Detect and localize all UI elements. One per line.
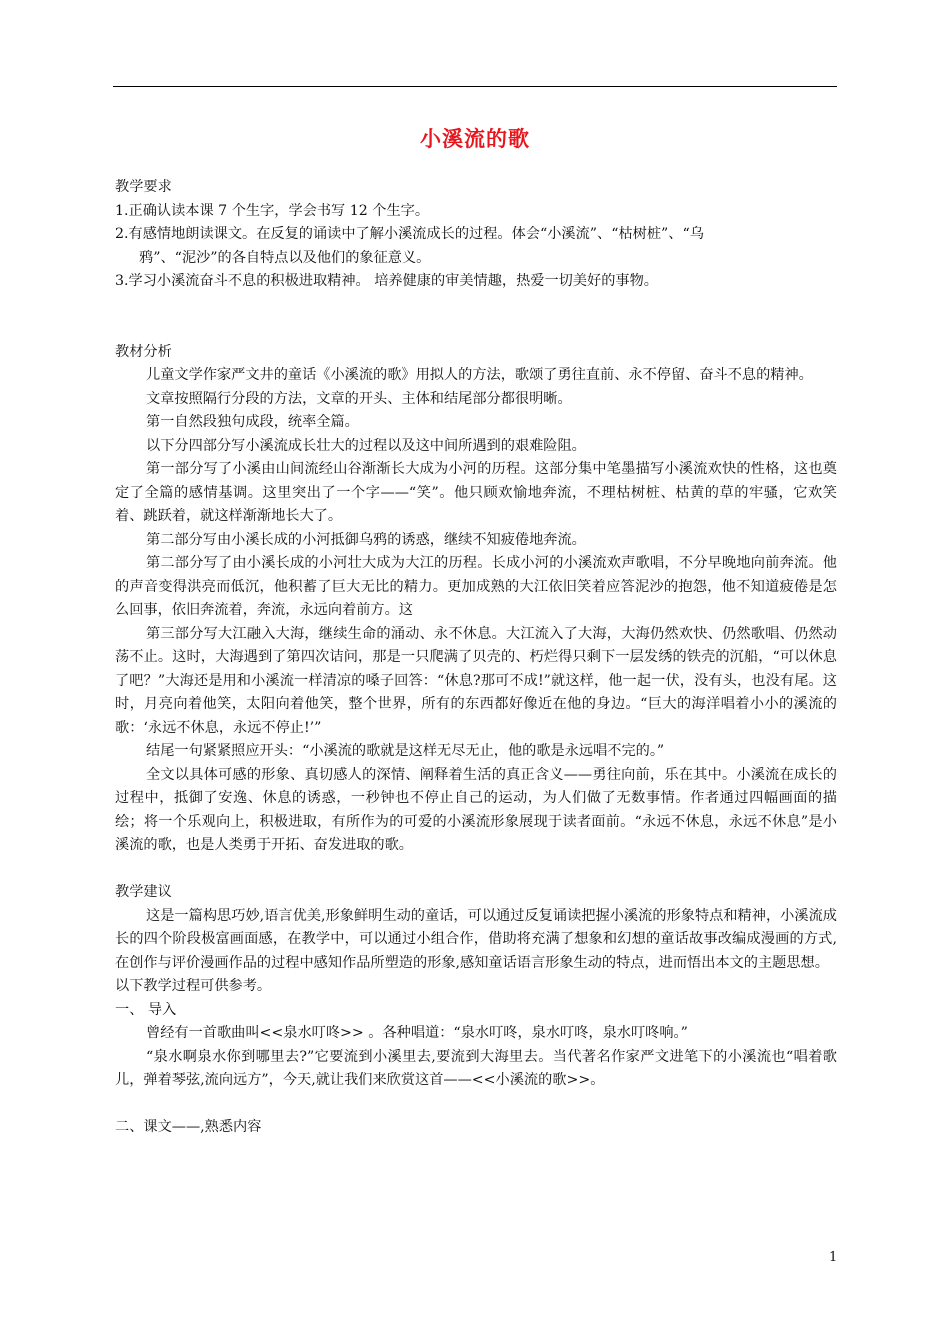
- analysis-heading: 教材分析: [115, 343, 172, 360]
- analysis-paragraph: 结尾一句紧紧照应开头：“小溪流的歌就是这样无尽无止，他的歌是永远唱不完的。”: [146, 743, 665, 759]
- step-heading: 二、课文——,熟悉内容: [115, 1119, 262, 1135]
- analysis-paragraph: 第一自然段独句成段，统率全篇。: [146, 414, 359, 430]
- analysis-paragraph: 以下分四部分写小溪流成长壮大的过程以及这中间所遇到的艰难险阻。: [146, 437, 586, 454]
- step-heading: 一、 导入: [115, 1001, 177, 1018]
- analysis-paragraph: 第一部分写了小溪由山间流经山谷渐渐长大成为小河的历程。这部分集中笔墨描写小溪流欢快的性格，这也奠定了全篇的感情基调。这里突出了一个字——“笑”。他只顾欢愉地奔流，不理枯树桩、枯黄的草的牢骚，它欢笑着、跳跃着，就这样渐渐地长大了。: [115, 461, 837, 524]
- suggestions-heading: 教学建议: [115, 884, 172, 900]
- document-body: [115, 176, 837, 1140]
- header-rule: [113, 86, 837, 87]
- requirement-item: 1.正确认读本课 7 个生字，学会书写 12 个生字。: [115, 202, 430, 219]
- analysis-paragraph: 第二部分写了由小溪长成的小河壮大成为大江的历程。长成小河的小溪流欢声歌唱，不分早晚地向前奔流。他的声音变得洪亮而低沉，他积蓄了巨大无比的精力。更加成熟的大江依旧笑着应答泥沙的抱怨，他不知道疲倦是怎么回事，依旧奔流着，奔流，永远向着前方。这: [115, 555, 837, 618]
- requirement-item-continued: 鸦”、“泥沙”的各自特点以及他们的象征意义。: [139, 249, 431, 266]
- analysis-paragraph: 文章按照隔行分段的方法，文章的开头、主体和结尾部分都很明晰。: [146, 390, 572, 407]
- analysis-paragraph: 第二部分写由小溪长成的小河抵御乌鸦的诱惑，继续不知疲倦地奔流。: [146, 531, 586, 548]
- requirement-item: 2.有感情地朗读课文。在反复的诵读中了解小溪流成长的过程。体会“小溪流”、“枯树桩”、“乌: [115, 226, 704, 242]
- analysis-paragraph: 第三部分写大江融入大海，继续生命的涌动、永不休息。大江流入了大海，大海仍然欢快、仍然歌唱、仍然动荡不止。这时，大海遇到了第四次诘问，那是一只爬满了贝壳的、朽烂得只剩下一层发绣的铁壳的沉船，“可以休息了吧？”大海还是用和小溪流一样清凉的嗓子回答：“休息?那可不成!”就这样，他一起一伏，没有头，也没有尾。这时，月亮向着他笑，太阳向着他笑，整个世界，所有的东西都好像近在他的身边。“巨大的海洋唱着小小的溪流的歌：‘永远不休息，永远不停止!’”: [115, 625, 837, 736]
- analysis-paragraph: 全文以具体可感的形象、真切感人的深情、阐释着生活的真正含义——勇往向前，乐在其中。小溪流在成长的过程中，抵御了安逸、休息的诱惑，一秒钟也不停止自己的运动，为人们做了无数事情。作者通过四幅画面的描绘；将一个乐观向上，积极进取，有所作为的可爱的小溪流形象展现于读者面前。“永远不休息，永远不休息”是小溪流的歌，也是人类勇于开拓、奋发进取的歌。: [115, 766, 837, 853]
- suggestion-paragraph: 这是一篇构思巧妙,语言优美,形象鲜明生动的童话，可以通过反复诵读把握小溪流的形象特点和精神，小溪流成长的四个阶段极富画面感，在教学中，可以通过小组合作，借助将充满了想象和幻想的童话故事改编成漫画的方式,在创作与评价漫画作品的过程中感知作品所塑造的形象,感知童话语言形象生动的特点，进而悟出本文的主题思想。: [115, 907, 837, 971]
- analysis-paragraph: 儿童文学作家严文井的童话《小溪流的歌》用拟人的方法，歌颂了勇往直前、永不停留、奋斗不息的精神。: [146, 367, 813, 383]
- requirement-item: 3.学习小溪流奋斗不息的积极进取精神。 培养健康的审美情趣，热爱一切美好的事物。: [115, 273, 658, 289]
- intro-paragraph: 曾经有一首歌曲叫<<泉水叮咚>> 。各种唱道：“泉水叮咚，泉水叮咚，泉水叮咚响。”: [146, 1025, 688, 1041]
- suggestion-paragraph: 以下教学过程可供参考。: [115, 978, 272, 994]
- page-number: 1: [829, 1250, 838, 1265]
- requirements-heading: 教学要求: [115, 179, 172, 195]
- intro-paragraph: “泉水啊泉水你到哪里去?”它要流到小溪里去,要流到大海里去。当代著名作家严文进笔下的小溪流也“唱着歌儿，弹着琴弦,流向远方”，今天,就让我们来欣赏这首——<<小溪流的歌>>。: [115, 1048, 837, 1088]
- document-title: 小溪流的歌: [420, 126, 530, 151]
